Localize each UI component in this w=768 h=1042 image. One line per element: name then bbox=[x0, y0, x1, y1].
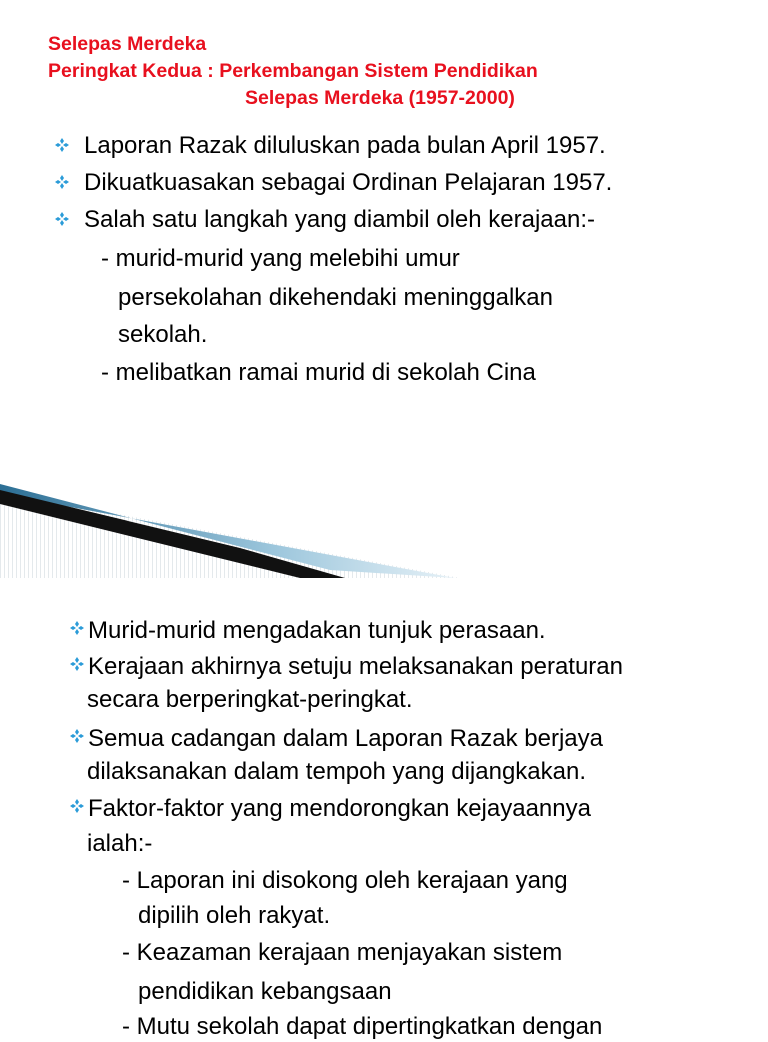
bullet-item: Kerajaan akhirnya setuju melaksanakan peraturan bbox=[88, 653, 623, 680]
slide-title-line-3: Selepas Merdeka (1957-2000) bbox=[245, 87, 515, 109]
sub-item: - Laporan ini disokong oleh kerajaan yang bbox=[122, 867, 568, 894]
diamond-bullet-icon bbox=[55, 212, 69, 226]
sub-item-continuation: persekolahan dikehendaki meninggalkan bbox=[118, 284, 553, 311]
diamond-bullet-icon bbox=[70, 621, 84, 635]
decorative-swoosh bbox=[0, 470, 768, 578]
bullet-item: Dikuatkuasakan sebagai Ordinan Pelajaran 1957. bbox=[84, 169, 613, 196]
sub-item-continuation: pendidikan kebangsaan bbox=[138, 978, 392, 1005]
diamond-bullet-icon bbox=[70, 799, 84, 813]
sub-item: - murid-murid yang melebihi umur bbox=[101, 245, 460, 272]
bullet-item: Semua cadangan dalam Laporan Razak berjaya bbox=[88, 725, 604, 752]
diamond-bullet-icon bbox=[55, 138, 69, 152]
bullet-item-continuation: ialah:- bbox=[87, 830, 153, 857]
sub-item-continuation: sekolah. bbox=[118, 321, 208, 348]
bullet-item-continuation: secara berperingkat-peringkat. bbox=[87, 686, 413, 713]
slide-title-line-2: Peringkat Kedua : Perkembangan Sistem Pendidikan bbox=[48, 60, 538, 82]
sub-item: - melibatkan ramai murid di sekolah Cina bbox=[101, 359, 536, 386]
bullet-item-continuation: dilaksanakan dalam tempoh yang dijangkakan. bbox=[87, 758, 586, 785]
sub-item-continuation: dipilih oleh rakyat. bbox=[138, 902, 331, 929]
diamond-bullet-icon bbox=[70, 729, 84, 743]
slide-2 bbox=[0, 578, 768, 1040]
bullet-item: Salah satu langkah yang diambil oleh kerajaan:- bbox=[84, 206, 595, 233]
sub-item: - Keazaman kerajaan menjayakan sistem bbox=[122, 939, 563, 966]
bullet-item: Faktor-faktor yang mendorongkan kejayaannya bbox=[88, 795, 591, 822]
bullet-item: Murid-murid mengadakan tunjuk perasaan. bbox=[88, 617, 546, 644]
diamond-bullet-icon bbox=[55, 175, 69, 189]
bullet-item: Laporan Razak diluluskan pada bulan April 1957. bbox=[84, 132, 606, 159]
sub-item: - Mutu sekolah dapat dipertingkatkan dengan bbox=[122, 1013, 603, 1040]
diamond-bullet-icon bbox=[70, 657, 84, 671]
slide-title-line-1: Selepas Merdeka bbox=[48, 33, 207, 55]
